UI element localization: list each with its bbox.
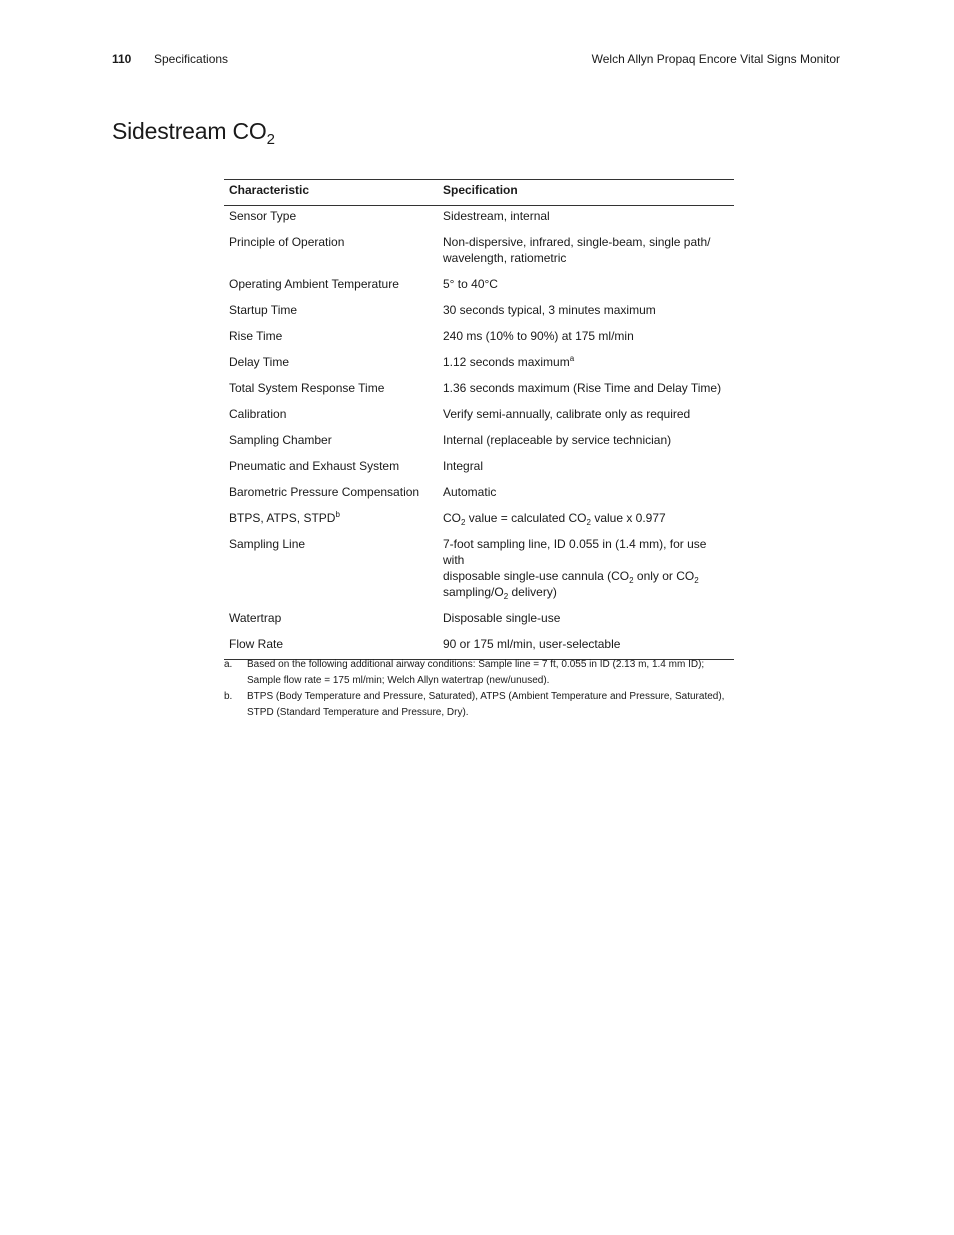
subscript: 2 bbox=[461, 518, 466, 527]
row-specification: Sidestream, internal bbox=[443, 209, 550, 223]
row-characteristic: Barometric Pressure Compensation bbox=[229, 485, 420, 499]
table-row bbox=[224, 430, 734, 456]
row-specification: Integral bbox=[443, 459, 484, 473]
table-row bbox=[224, 456, 734, 482]
row-characteristic bbox=[224, 508, 438, 534]
spec-part: CO bbox=[443, 511, 461, 525]
column-header-characteristic: Characteristic bbox=[224, 180, 438, 206]
row-characteristic: Flow Rate bbox=[229, 637, 284, 651]
footnote-text bbox=[247, 689, 724, 721]
row-specification: 5° to 40°C bbox=[443, 277, 498, 291]
row-specification bbox=[438, 534, 734, 608]
row-specification: Disposable single-use bbox=[443, 611, 561, 625]
row-characteristic: Delay Time bbox=[229, 355, 290, 369]
spec-part: value = calculated CO bbox=[465, 511, 587, 525]
row-characteristic: Calibration bbox=[229, 407, 287, 421]
row-characteristic: Principle of Operation bbox=[229, 235, 345, 249]
spec-table bbox=[224, 179, 734, 660]
row-characteristic: Watertrap bbox=[229, 611, 282, 625]
footnote-line: Based on the following additional airway conditions: Sample line = 7 ft, 0.055 in ID (2.13 m, 1.4 mm ID); bbox=[247, 659, 705, 670]
spec-part: sampling/O bbox=[443, 585, 504, 599]
table-header-row bbox=[224, 180, 734, 206]
table-row bbox=[224, 404, 734, 430]
row-specification bbox=[438, 508, 734, 534]
table-row bbox=[224, 206, 734, 233]
page-number: 110 bbox=[112, 52, 132, 66]
header-section-name: Specifications bbox=[154, 52, 229, 66]
column-header-specification: Specification bbox=[438, 180, 734, 206]
spec-part: delivery) bbox=[508, 585, 557, 599]
section-title bbox=[112, 118, 275, 148]
spec-text: 1.12 seconds maximum bbox=[443, 355, 570, 369]
footnote-line: Sample flow rate = 175 ml/min; Welch Allyn watertrap (new/unused). bbox=[247, 675, 550, 686]
row-characteristic: Sampling Line bbox=[229, 537, 306, 551]
row-characteristic: Startup Time bbox=[229, 303, 298, 317]
section-title-text: Sidestream CO bbox=[112, 118, 267, 144]
table-row bbox=[224, 300, 734, 326]
row-characteristic: Rise Time bbox=[229, 329, 283, 343]
header-document-title: Welch Allyn Propaq Encore Vital Signs Monitor bbox=[591, 52, 840, 66]
table-row bbox=[224, 352, 734, 378]
spec-line-1: Non-dispersive, infrared, single-beam, single path/ bbox=[443, 235, 711, 249]
footnote-label: a. bbox=[224, 659, 233, 670]
table-row bbox=[224, 534, 734, 608]
footnote-ref-b: b bbox=[335, 510, 340, 519]
spec-part: value x 0.977 bbox=[590, 511, 666, 525]
row-characteristic: Sensor Type bbox=[229, 209, 297, 223]
row-characteristic: Operating Ambient Temperature bbox=[229, 277, 399, 291]
characteristic-text: BTPS, ATPS, STPD bbox=[229, 511, 336, 525]
row-specification bbox=[438, 232, 734, 274]
row-specification: 1.36 seconds maximum (Rise Time and Delay Time) bbox=[443, 381, 722, 395]
spec-part: disposable single-use cannula (CO bbox=[443, 569, 630, 583]
table-row bbox=[224, 482, 734, 508]
footnote-a bbox=[224, 657, 734, 689]
footnote-ref-a: a bbox=[569, 354, 575, 363]
row-specification: Automatic bbox=[443, 485, 497, 499]
spec-part: only or CO bbox=[633, 569, 695, 583]
row-specification: 90 or 175 ml/min, user-selectable bbox=[443, 637, 621, 651]
row-specification: Internal (replaceable by service technician) bbox=[443, 433, 672, 447]
row-specification: Verify semi-annually, calibrate only as required bbox=[443, 407, 691, 421]
footnotes bbox=[224, 657, 734, 721]
table-row bbox=[224, 326, 734, 352]
table-row bbox=[224, 232, 734, 274]
footnote-b bbox=[224, 689, 734, 721]
spec-line-2: wavelength, ratiometric bbox=[443, 251, 567, 265]
footnote-line: BTPS (Body Temperature and Pressure, Saturated), ATPS (Ambient Temperature and Pressure, Saturated), bbox=[247, 691, 725, 702]
subscript: 2 bbox=[586, 518, 591, 527]
table-row bbox=[224, 274, 734, 300]
table-row bbox=[224, 378, 734, 404]
subscript: 2 bbox=[629, 576, 634, 585]
row-characteristic: Pneumatic and Exhaust System bbox=[229, 459, 400, 473]
table-row bbox=[224, 508, 734, 534]
row-characteristic: Total System Response Time bbox=[229, 381, 385, 395]
spec-line-1: 7-foot sampling line, ID 0.055 in (1.4 mm), for use with bbox=[443, 537, 707, 567]
footnote-text bbox=[247, 657, 704, 689]
footnote-line: STPD (Standard Temperature and Pressure, Dry). bbox=[247, 707, 469, 718]
row-specification bbox=[438, 352, 734, 378]
subscript: 2 bbox=[503, 592, 509, 601]
subscript: 2 bbox=[694, 576, 699, 585]
footnote-label: b. bbox=[224, 691, 233, 702]
row-characteristic: Sampling Chamber bbox=[229, 433, 332, 447]
table-row bbox=[224, 608, 734, 634]
section-title-subscript: 2 bbox=[266, 131, 275, 148]
row-specification: 30 seconds typical, 3 minutes maximum bbox=[443, 303, 656, 317]
table-row bbox=[224, 634, 734, 660]
row-specification: 240 ms (10% to 90%) at 175 ml/min bbox=[443, 329, 634, 343]
